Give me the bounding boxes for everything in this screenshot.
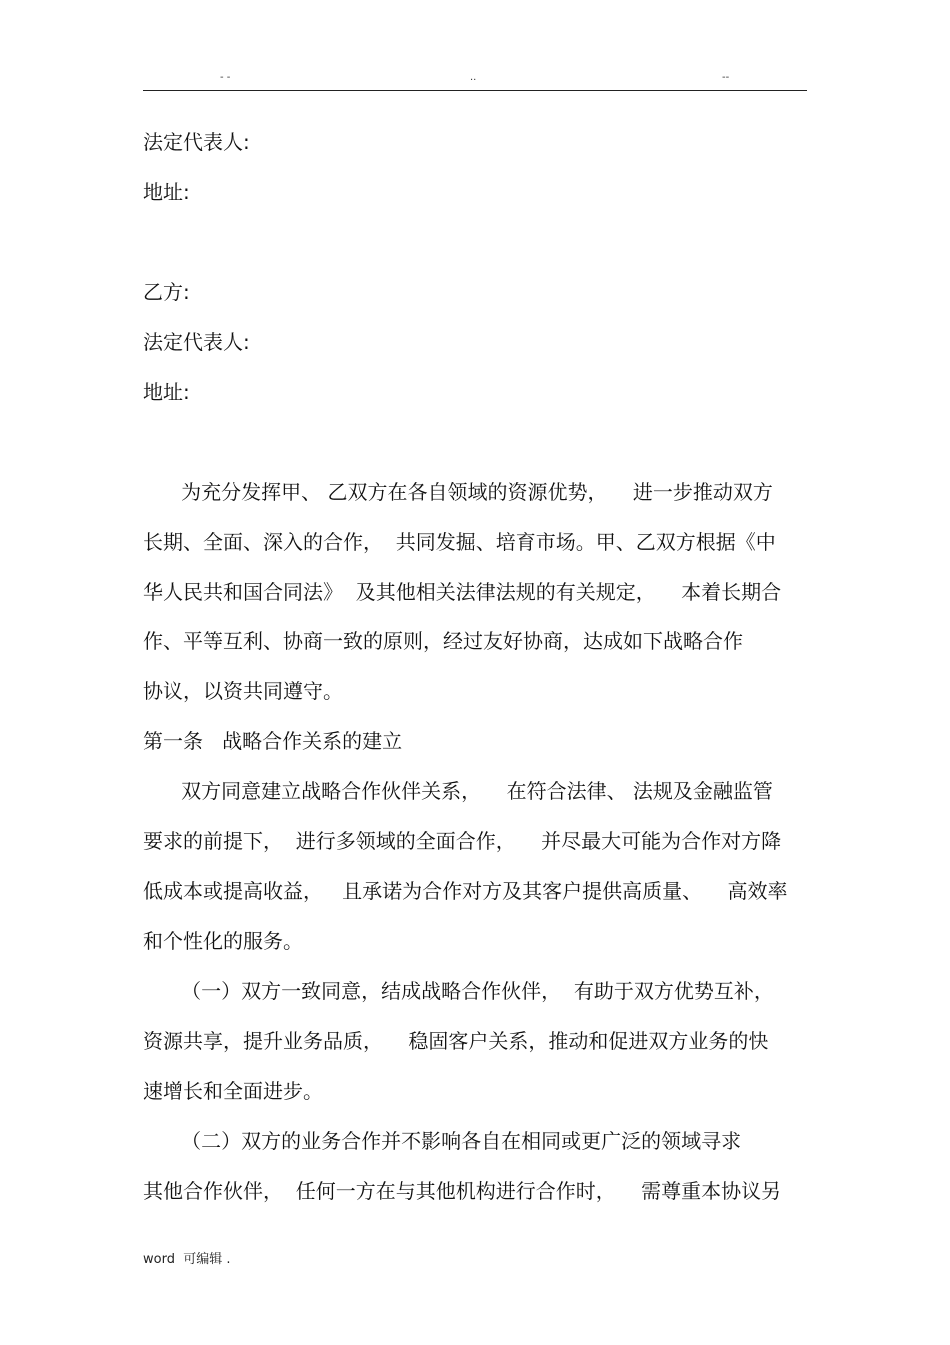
header-mark-right: -- bbox=[722, 72, 730, 83]
clause-1-line: （一）双方一致同意，结成战略合作伙伴， 有助于双方优势互补， bbox=[143, 979, 774, 1003]
clause-2-line: （二）双方的业务合作并不影响各自在相同或更广泛的领域寻求 bbox=[143, 1129, 742, 1153]
article-1-paragraph-line: 低成本或提高收益， 且承诺为合作对方及其客户提供高质量、 高效率 bbox=[143, 879, 788, 903]
clause-1-line: 速增长和全面进步。 bbox=[143, 1079, 323, 1103]
footer-note: word 可编辑 . bbox=[143, 1252, 231, 1267]
header-divider bbox=[143, 90, 807, 91]
party-b-address: 地址: bbox=[143, 380, 190, 404]
article-1-paragraph-line: 双方同意建立战略合作伙伴关系， 在符合法律、 法规及金融监管 bbox=[143, 779, 773, 803]
article-1-paragraph-line: 要求的前提下， 进行多领域的全面合作， 并尽最大可能为合作对方降 bbox=[143, 829, 782, 853]
preamble-line: 华人民共和国合同法》 及其他相关法律法规的有关规定， 本着长期合 bbox=[143, 580, 782, 604]
article-1-title: 第一条 战略合作关系的建立 bbox=[143, 729, 403, 753]
preamble-line: 长期、全面、深入的合作， 共同发掘、培育市场。甲、乙双方根据《中 bbox=[143, 530, 776, 554]
preamble-line: 协议，以资共同遵守。 bbox=[143, 679, 343, 703]
party-b-representative: 法定代表人: bbox=[143, 330, 250, 354]
clause-2-line: 其他合作伙伴， 任何一方在与其他机构进行合作时， 需尊重本协议另 bbox=[143, 1179, 782, 1203]
preamble-line: 为充分发挥甲、 乙双方在各自领域的资源优势， 进一步推动双方 bbox=[143, 480, 773, 504]
party-b-label: 乙方: bbox=[143, 280, 190, 304]
preamble-line: 作、平等互利、协商一致的原则，经过友好协商，达成如下战略合作 bbox=[143, 629, 743, 653]
header-mark-left: - - bbox=[220, 72, 231, 83]
header-mark-center: .. bbox=[470, 72, 477, 83]
clause-1-line: 资源共享，提升业务品质， 稳固客户关系，推动和促进双方业务的快 bbox=[143, 1029, 769, 1053]
article-1-paragraph-line: 和个性化的服务。 bbox=[143, 929, 303, 953]
party-a-address: 地址: bbox=[143, 180, 190, 204]
party-a-representative: 法定代表人: bbox=[143, 130, 250, 154]
